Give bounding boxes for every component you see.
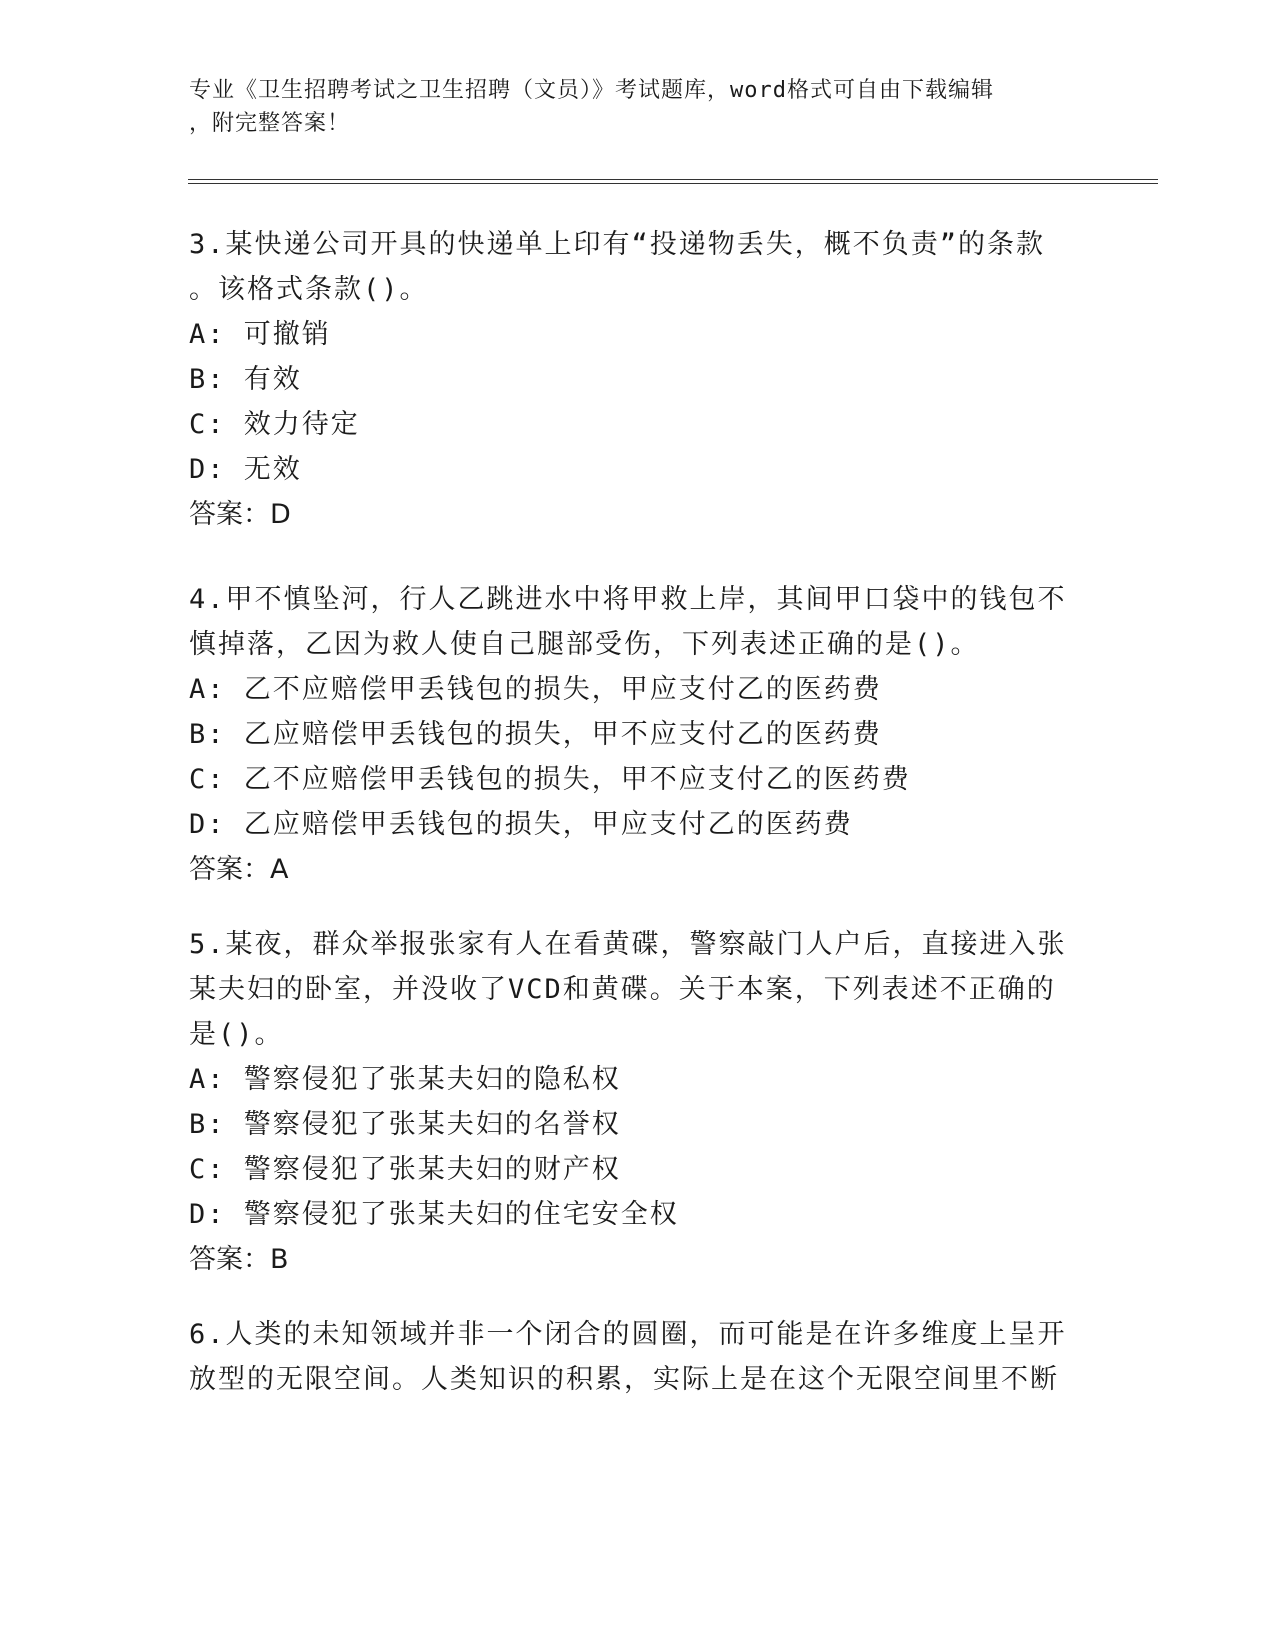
option-b: B: 乙应赔偿甲丢钱包的损失，甲不应支付乙的医药费: [189, 719, 882, 750]
question-line: 3.某快递公司开具的快递单上印有“投递物丢失，概不负责”的条款: [189, 229, 1046, 260]
question-line: 6.人类的未知领域并非一个闭合的圆圈，而可能是在许多维度上呈开: [189, 1319, 1067, 1350]
question-line: 。该格式条款()。: [189, 274, 429, 305]
document-page: [189, 0, 1159, 1650]
option-d: D: 无效: [189, 454, 302, 485]
answer: 答案：A: [189, 854, 289, 885]
question-5: [189, 922, 1069, 1282]
option-d: D: 警察侵犯了张某夫妇的住宅安全权: [189, 1199, 679, 1230]
option-c: C: 乙不应赔偿甲丢钱包的损失，甲不应支付乙的医药费: [189, 764, 911, 795]
option-c: C: 效力待定: [189, 409, 360, 440]
question-line: 某夫妇的卧室，并没收了VCD和黄碟。关于本案，下列表述不正确的: [189, 974, 1056, 1005]
option-c: C: 警察侵犯了张某夫妇的财产权: [189, 1154, 621, 1185]
question-line: 5.某夜，群众举报张家有人在看黄碟，警察敲门人户后，直接进入张: [189, 929, 1067, 960]
question-line: 放型的无限空间。人类知识的积累，实际上是在这个无限空间里不断: [189, 1364, 1059, 1395]
option-b: B: 警察侵犯了张某夫妇的名誉权: [189, 1109, 621, 1140]
question-line: 4.甲不慎坠河，行人乙跳进水中将甲救上岸，其间甲口袋中的钱包不: [189, 584, 1067, 615]
option-a: A: 可撤销: [189, 319, 331, 350]
header-line-2: ，附完整答案！: [189, 111, 351, 136]
question-3: [189, 222, 1069, 537]
answer: 答案：B: [189, 1244, 289, 1275]
document-header: [189, 74, 1089, 140]
question-6: [189, 1312, 1069, 1402]
option-b: B: 有效: [189, 364, 302, 395]
header-line-1: 专业《卫生招聘考试之卫生招聘（文员）》考试题库，word格式可自由下载编辑: [189, 78, 994, 103]
option-d: D: 乙应赔偿甲丢钱包的损失，甲应支付乙的医药费: [189, 809, 853, 840]
question-4: [189, 577, 1069, 892]
question-line: 是()。: [189, 1019, 284, 1050]
question-line: 慎掉落，乙因为救人使自己腿部受伤，下列表述正确的是()。: [189, 629, 980, 660]
option-a: A: 乙不应赔偿甲丢钱包的损失，甲应支付乙的医药费: [189, 674, 882, 705]
header-divider: [188, 179, 1158, 184]
option-a: A: 警察侵犯了张某夫妇的隐私权: [189, 1064, 621, 1095]
answer: 答案：D: [189, 499, 291, 530]
